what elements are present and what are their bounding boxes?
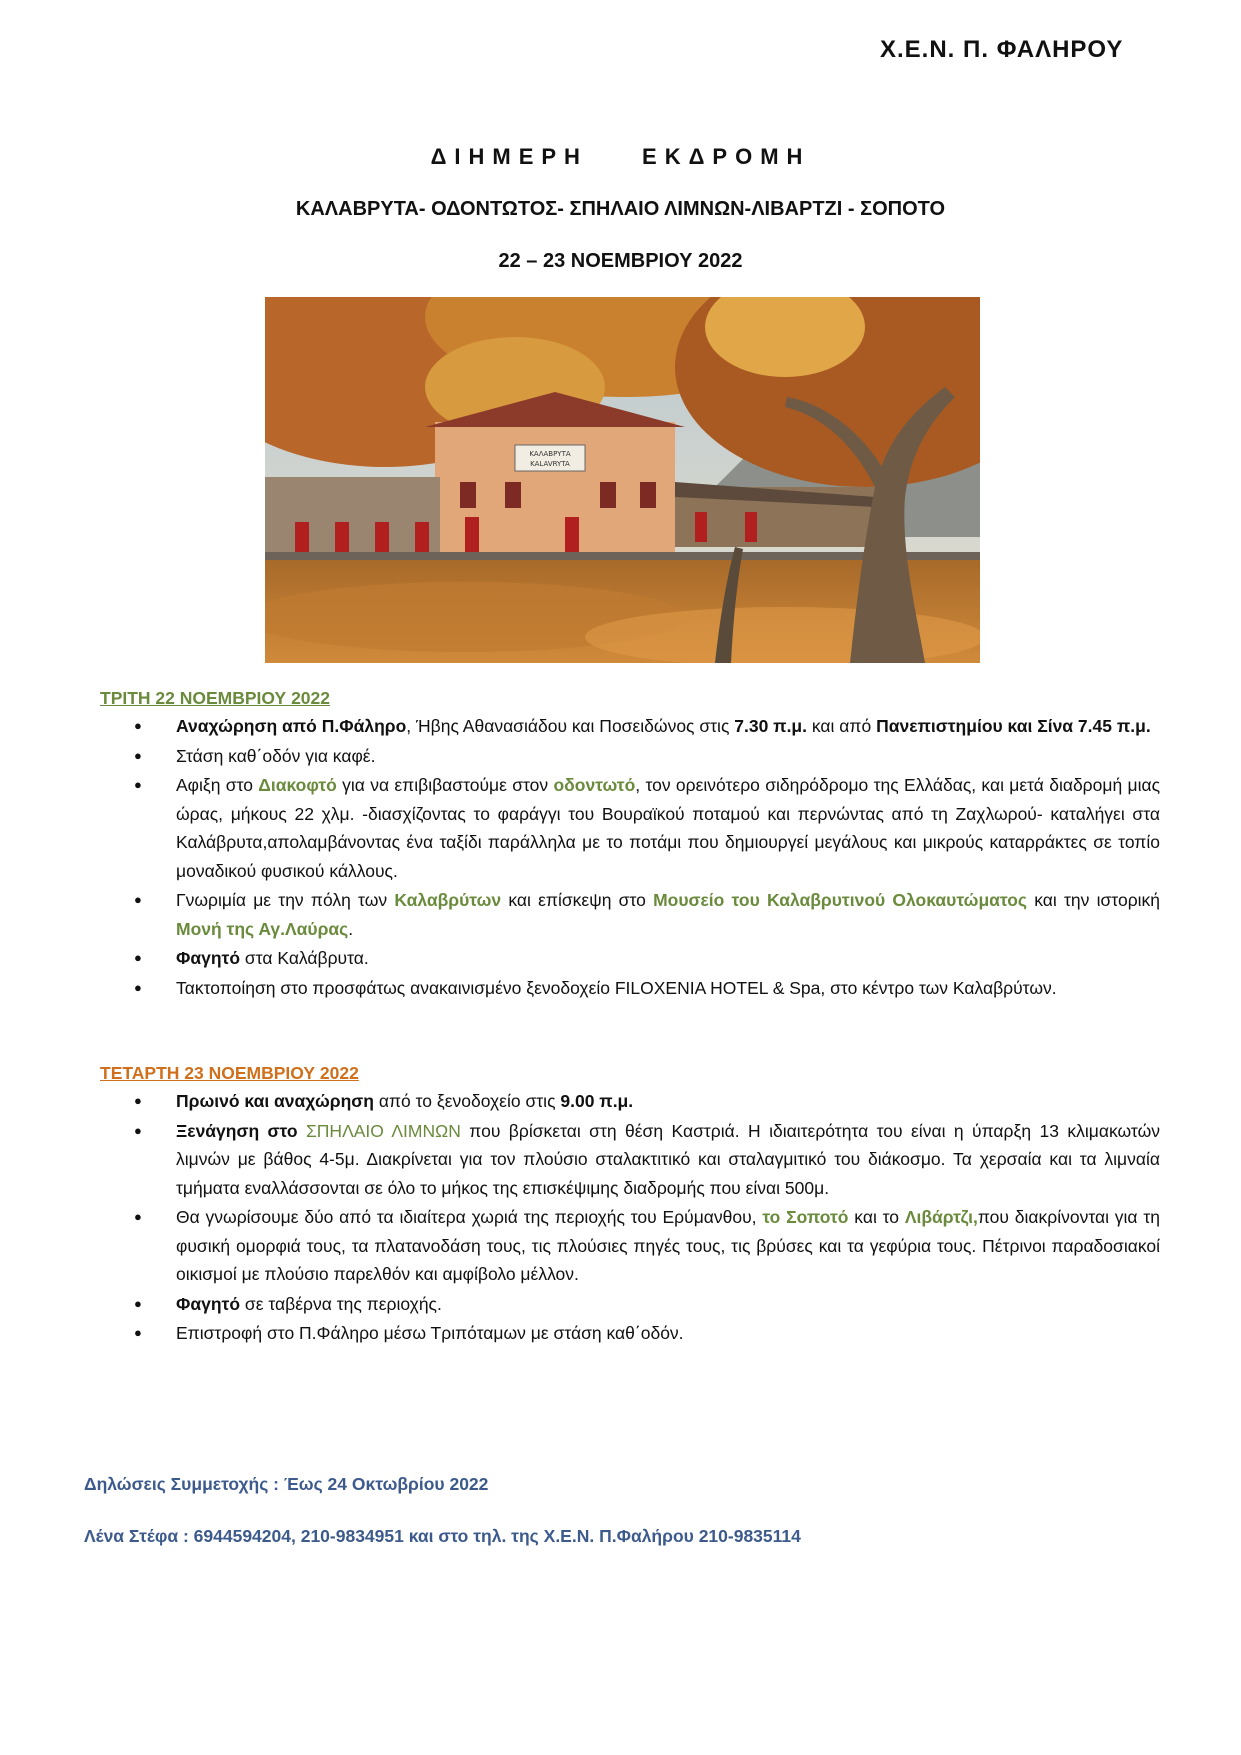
- organization-name: Χ.Ε.Ν. Π. ΦΑΛΗΡΟΥ: [880, 36, 1124, 63]
- page-title: ΔΙΗΜΕΡΗ ΕΚΔΡΟΜΗ: [430, 144, 811, 169]
- list-item: ● Γνωριμία με την πόλη των Καλαβρύτων και επίσκεψη στο Μουσείο του Καλαβρυτινού Ολοκαυτώματος και την ιστορική Μονή της Αγ.Λαύρας.: [100, 886, 1160, 943]
- day2-heading: ΤΕΤΑΡΤΗ 23 ΝΟΕΜΒΡΙΟΥ 2022: [100, 1063, 359, 1083]
- list-item: ● Αφιξη στο Διακοφτό για να επιβιβαστούμε στον οδοντωτό, τον ορεινότερο σιδηρόδρομο της Ελλάδας, και μετά διαδρομή μιας ώρας, μήκους 22 χλμ. -διασχίζοντας το φαράγγι του Βουραϊκού ποταμού και περνώντας από τη Ζαχλωρού- καταλήγει στα Καλάβρυτα,απολαμβάνοντας ένα ταξίδι παράλληλα με το ποτάμι που δημιουργεί μεγάλους και μικρούς καταρράκτες σε τοπίο μοναδικού φυσικού κάλλους.: [100, 771, 1160, 885]
- day1-itinerary: [100, 712, 1160, 1003]
- day1-heading: ΤΡΙΤΗ 22 ΝΟΕΜΒΡΙΟΥ 2022: [100, 688, 331, 708]
- station-sign-latin: KALAVRYTA: [530, 460, 570, 468]
- day2-itinerary: [100, 1087, 1160, 1349]
- trip-dates: 22 – 23 ΝΟΕΜΒΡΙΟΥ 2022: [498, 250, 743, 272]
- list-item: ● Φαγητό σε ταβέρνα της περιοχής.: [100, 1290, 1160, 1319]
- contact-phones: Λένα Στέφα : 6944594204, 210-9834951 και στο τηλ. της Χ.Ε.Ν. Π.Φαλήρου 210-9835114: [84, 1526, 801, 1546]
- route-subtitle: ΚΑΛΑΒΡΥΤΑ- ΟΔΟΝΤΩΤΟΣ- ΣΠΗΛΑΙΟ ΛΙΜΝΩΝ-ΛΙΒΑΡΤΖΙ - ΣΟΠΟΤΟ: [295, 198, 946, 220]
- list-item: ● Ξενάγηση στο ΣΠΗΛΑΙΟ ΛΙΜΝΩΝ που βρίσκεται στη θέση Καστριά. Η ιδιαιτερότητα του είναι η ύπαρξη 13 κλιμακωτών λιμνών με βάθος 4-5μ. Διακρίνεται για τον πλούσιο σταλακτιτικό και σταλαγμιτικό του διάκοσμο. Τα χερσαία και τα λιμναία τμήματα εναλλάσσονται σε όλο το μήκος της επισκέψιμης διαδρομής που είναι 500μ.: [100, 1117, 1160, 1203]
- kalavryta-station-photo: [265, 297, 980, 663]
- registration-deadline: Δηλώσεις Συμμετοχής : Έως 24 Οκτωβρίου 2022: [84, 1474, 489, 1494]
- list-item: ● Τακτοποίηση στο προσφάτως ανακαινισμένο ξενοδοχείο FILOXENIA HOTEL & Spa, στο κέντρο των Καλαβρύτων.: [100, 974, 1160, 1003]
- list-item: ● Αναχώρηση από Π.Φάληρο, Ήβης Αθανασιάδου και Ποσειδώνος στις 7.30 π.μ. και από Πανεπιστημίου και Σίνα 7.45 π.μ.: [100, 712, 1160, 741]
- list-item: ● Στάση καθ΄οδόν για καφέ.: [100, 742, 1160, 771]
- station-sign-greek: ΚΑΛΑΒΡΥΤΑ: [529, 450, 571, 458]
- list-item: ● Φαγητό στα Καλάβρυτα.: [100, 944, 1160, 973]
- list-item: ● Θα γνωρίσουμε δύο από τα ιδιαίτερα χωριά της περιοχής του Ερύμανθου, το Σοποτό και το Λιβάρτζι,που διακρίνονται για τη φυσική ομορφιά τους, τα πλατανοδάση τους, τις πλούσιες πηγές τους, τις βρύσες και τα γεφύρια τους. Πέτρινοι παραδοσιακοί οικισμοί με πλούσιο παρελθόν και αμφίβολο μέλλον.: [100, 1203, 1160, 1289]
- list-item: ● Πρωινό και αναχώρηση από το ξενοδοχείο στις 9.00 π.μ.: [100, 1087, 1160, 1116]
- list-item: ● Επιστροφή στο Π.Φάληρο μέσω Τριπόταμων με στάση καθ΄οδόν.: [100, 1319, 1160, 1348]
